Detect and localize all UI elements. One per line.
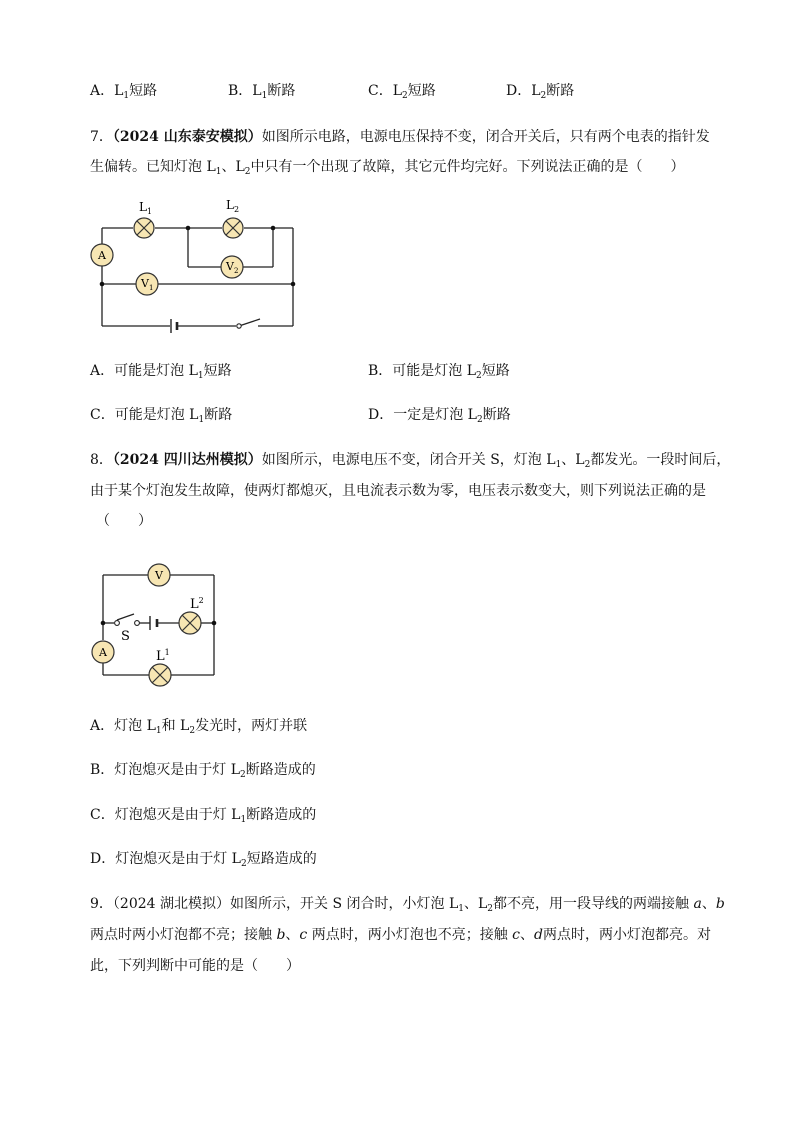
q6-option-b[interactable]: B．$L_1$断路	[228, 83, 296, 101]
q9-stem-line1: 9．（2024 湖北模拟）如图所示，开关 S 闭合时，小灯泡 $L_1$、$L_2$都不亮，用一段导线的两端接触 a、b	[90, 896, 725, 914]
q6-option-c[interactable]: C．$L_2$短路	[368, 83, 436, 101]
q7-label-l2: $L_2$	[226, 198, 240, 214]
svg-text:V2: $V_2$	[226, 260, 239, 275]
q6-option-a[interactable]: A．$L_1$短路	[90, 83, 158, 101]
q8-label-l1: $L^1$	[156, 648, 170, 664]
svg-text:A: A	[98, 249, 106, 262]
q7-option-c[interactable]: C．可能是灯泡 $L_1$断路	[90, 407, 233, 425]
q8-voltmeter	[148, 564, 170, 586]
q8-ammeter	[92, 641, 114, 663]
q8-option-d[interactable]: D．灯泡熄灭是由于灯 $L_2$短路造成的	[90, 851, 317, 869]
q7-lamp-l2	[223, 218, 243, 238]
q7-voltmeter-v2	[221, 256, 243, 278]
q7-label-l1: $L_1$	[139, 200, 153, 216]
svg-text:V: V	[155, 569, 163, 582]
q8-stem-line2: 由于某个灯泡发生故障，使两灯都熄灭，且电流表示数为零，电压表示数变大，则下列说法正确的是	[90, 483, 706, 499]
q8-lamp-l1	[149, 664, 171, 686]
q7-ammeter	[91, 244, 113, 266]
q8-label-l2: $L^2$	[190, 596, 204, 612]
q8-option-a[interactable]: A．灯泡 $L_1$和 $L_2$发光时，两灯并联	[90, 718, 308, 736]
q8-stem-line3: （ ）	[96, 513, 152, 529]
svg-text:V1: $V_1$	[141, 277, 154, 292]
q8-circuit-figure	[85, 555, 230, 690]
q7-lamp-l1	[134, 218, 154, 238]
q7-circuit-figure	[85, 190, 315, 340]
q7-number: 7．	[90, 129, 113, 145]
q8-stem-line1: 8．（2024 四川达州模拟）如图所示，电源电压不变，闭合开关 S，灯泡 $L_1$、$L_2$都发光。一段时间后，	[90, 452, 731, 470]
q9-number: 9．	[90, 896, 113, 912]
q8-switch-pivot	[115, 621, 120, 626]
q8-source: （2024 四川达州模拟）	[112, 452, 262, 468]
q7-option-d[interactable]: D．一定是灯泡 $L_2$断路	[368, 407, 511, 425]
q7-source: （2024 山东泰安模拟）	[112, 129, 262, 145]
q8-option-c[interactable]: C．灯泡熄灭是由于灯 $L_1$断路造成的	[90, 807, 317, 825]
q7-stem-line1: 7．（2024 山东泰安模拟）如图所示电路，电源电压保持不变，闭合开关后，只有两个电表的指针发	[90, 129, 710, 145]
q8-option-b[interactable]: B．灯泡熄灭是由于灯 $L_2$断路造成的	[90, 762, 316, 780]
q8-label-switch: S	[121, 629, 130, 644]
q8-switch-contact	[135, 621, 140, 626]
q7-stem-line2: 生偏转。已知灯泡 $L_1$、$L_2$中只有一个出现了故障，其它元件均完好。下列说法正确的是（ ）	[90, 159, 685, 177]
q7-option-a[interactable]: A．可能是灯泡 $L_1$短路	[90, 363, 232, 381]
q9-stem-line3: 此，下列判断中可能的是（ ）	[90, 958, 300, 974]
q7-switch-pivot	[237, 324, 241, 328]
q6-option-d[interactable]: D．$L_2$断路	[506, 83, 575, 101]
q9-source: （2024 湖北模拟）	[112, 896, 231, 912]
q8-number: 8．	[90, 452, 113, 468]
svg-text:A: A	[99, 646, 107, 659]
q8-lamp-l2	[179, 612, 201, 634]
q7-voltmeter-v1	[136, 273, 158, 295]
q7-option-b[interactable]: B．可能是灯泡 $L_2$短路	[368, 363, 510, 381]
q9-stem-line2: 两点时两小灯泡都不亮；接触 b、c 两点时，两小灯泡也不亮；接触 c、d两点时，两小灯泡都亮。对	[90, 927, 711, 943]
